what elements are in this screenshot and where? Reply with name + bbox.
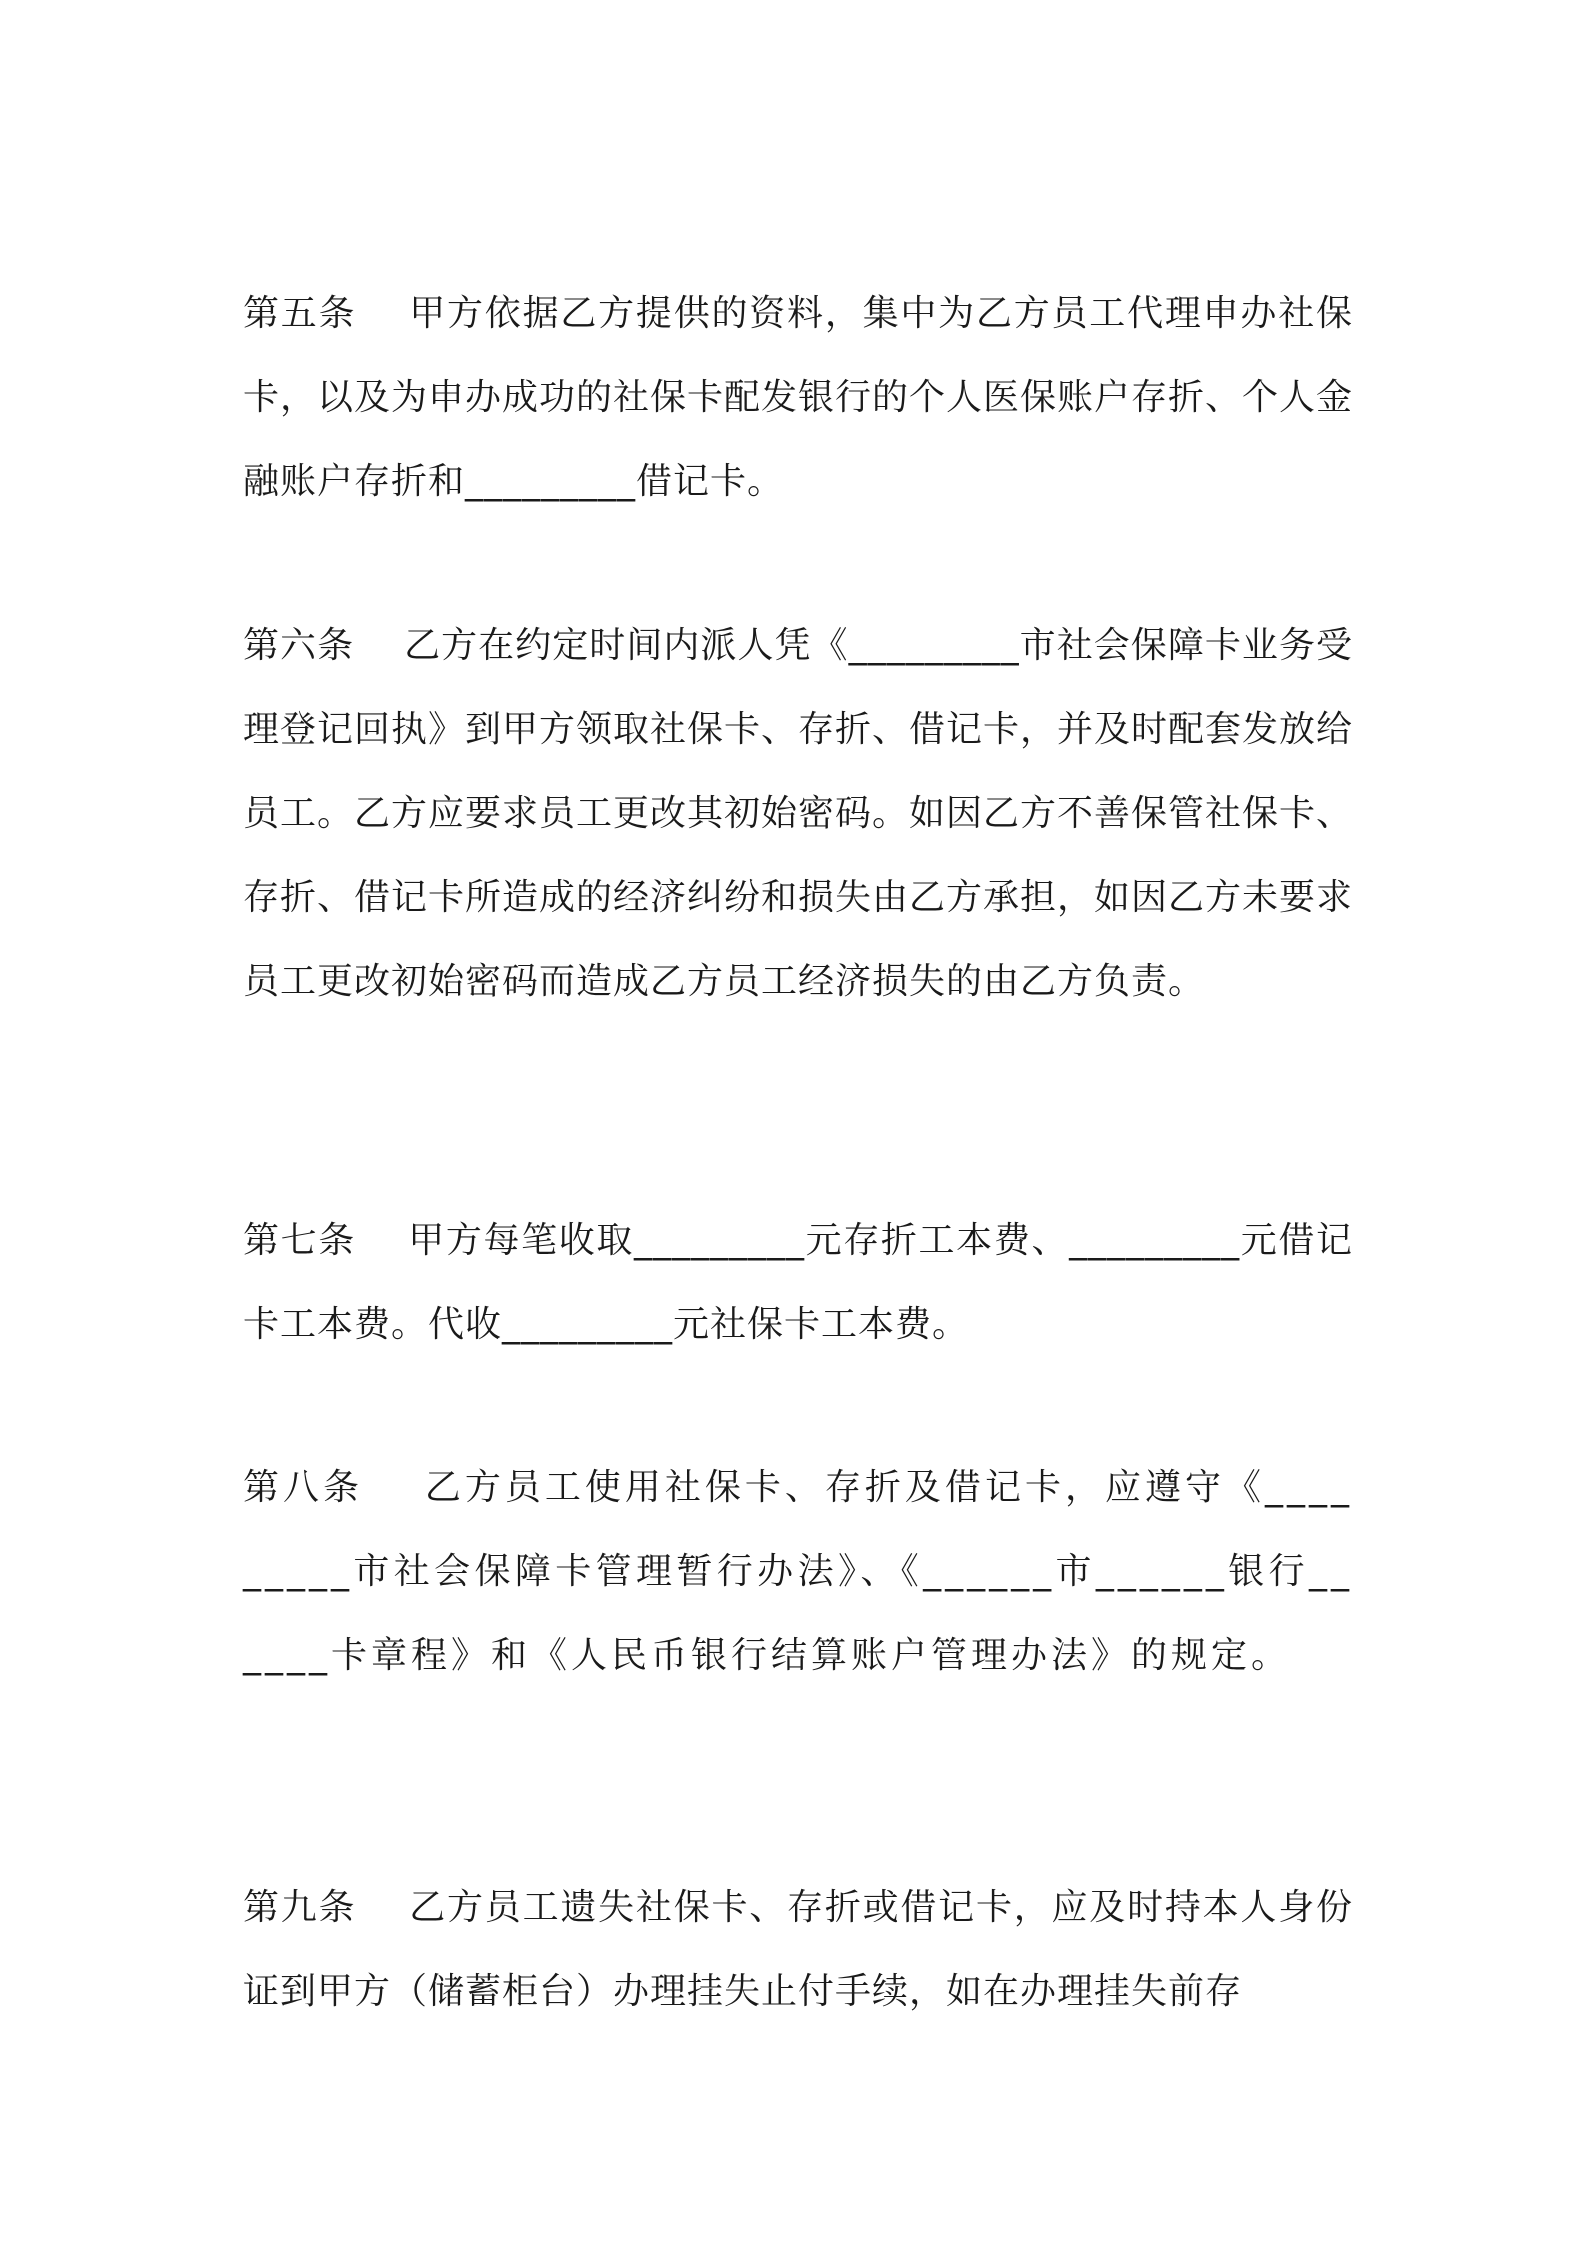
article-5-heading: 第五条 <box>243 293 357 334</box>
article-7-heading: 第七条 <box>243 1220 356 1261</box>
article-6-text: 乙方在约定时间内派人凭《_________市社会保障卡业务受理登记回执》到甲方领取社保卡、存折、借记卡，并及时配套发放给员工。乙方应要求员工更改其初始密码。如因乙方不善保管社保卡、存折、借记卡所造成的经济纠纷和损失由乙方承担，如因乙方未要求员工更改初始密码而造成乙方员工经济损失的由乙方负责。 <box>243 625 1354 1002</box>
article-9 <box>243 1866 1353 2034</box>
article-8-heading: 第八条 <box>243 1467 364 1508</box>
article-6 <box>243 604 1353 1024</box>
article-5-text: 甲方依据乙方提供的资料，集中为乙方员工代理申办社保卡，以及为申办成功的社保卡配发银行的个人医保账户存折、个人金融账户存折和_________借记卡。 <box>243 293 1354 502</box>
article-7-text: 甲方每笔收取_________元存折工本费、_________元借记卡工本费。代收_________元社保卡工本费。 <box>243 1220 1353 1345</box>
article-8-text: 乙方员工使用社保卡、存折及借记卡，应遵守《_________市社会保障卡管理暂行办法》、《______市______银行______卡章程》和《人民币银行结算账户管理办法》的规定。 <box>243 1467 1353 1676</box>
article-8 <box>243 1446 1353 1698</box>
article-6-heading: 第六条 <box>243 625 355 666</box>
article-9-heading: 第九条 <box>243 1887 357 1928</box>
article-9-text: 乙方员工遗失社保卡、存折或借记卡，应及时持本人身份证到甲方（储蓄柜台）办理挂失止付手续，如在办理挂失前存 <box>243 1887 1353 2012</box>
article-5 <box>243 272 1353 524</box>
article-7 <box>243 1199 1353 1367</box>
